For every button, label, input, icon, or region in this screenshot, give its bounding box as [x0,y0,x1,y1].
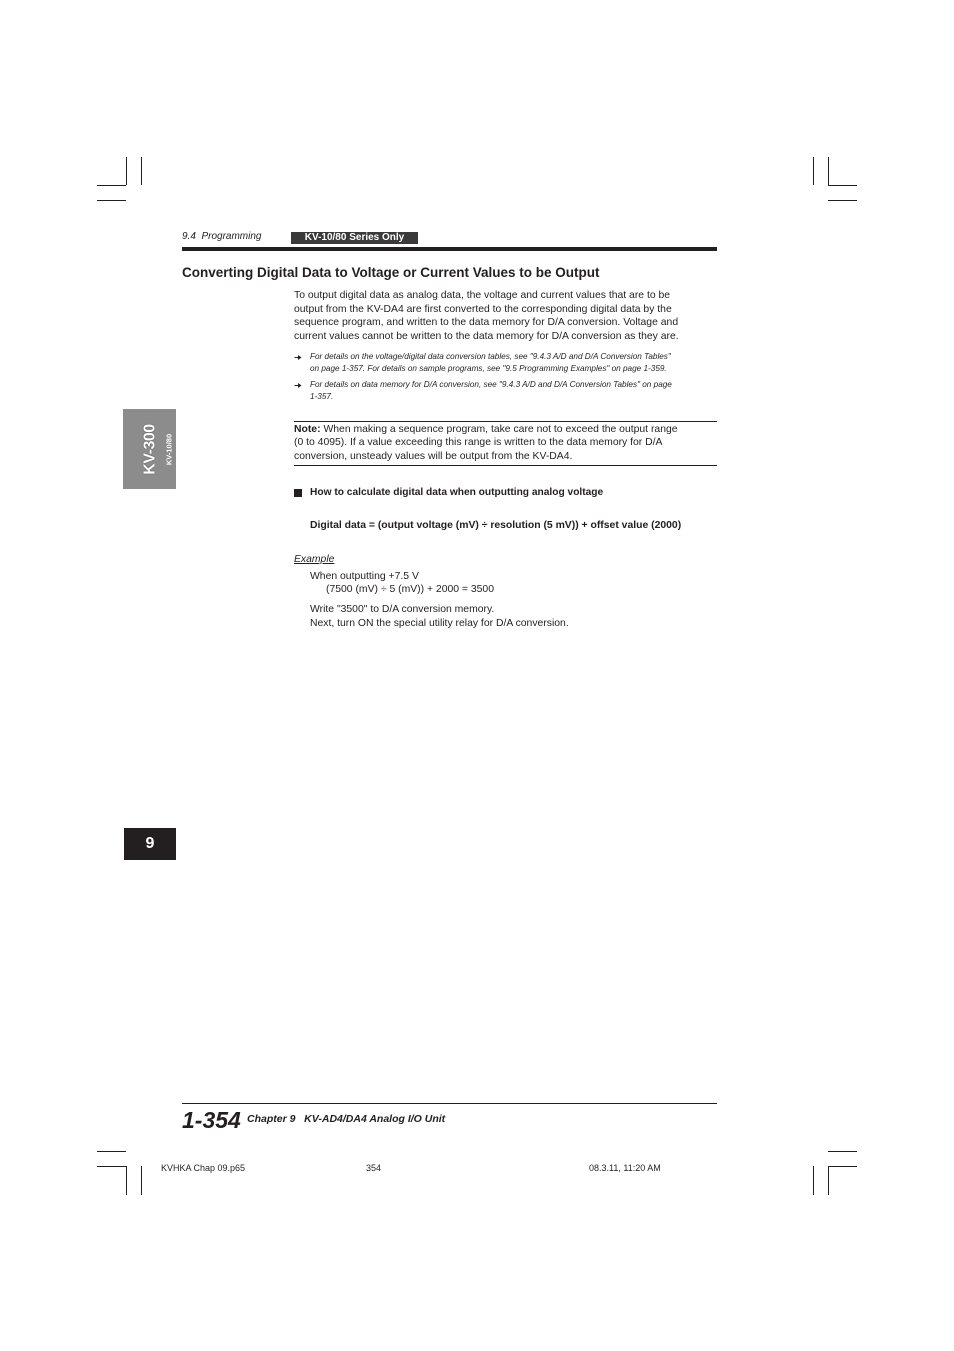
crop-mark [126,1166,127,1195]
side-tab-rotated [123,409,176,489]
crop-mark [828,185,857,186]
reference-arrow-icon [294,382,302,389]
side-tab-model: KV-300 [141,423,158,475]
chapter-tab-number: 9 [145,835,155,852]
crop-mark [828,1151,857,1152]
subsection-title: How to calculate digital data when outputting analog voltage [310,487,604,498]
crop-mark [97,1151,126,1152]
reference-line: For details on the voltage/digital data conversion tables, see "9.4.3 A/D and D/A Conversion Tables" [310,352,671,361]
reference-line: 1-357. [310,392,334,401]
chapter-title: Chapter 9 KV-AD4/DA4 Analog I/O Unit [247,1113,446,1125]
crop-mark [97,185,126,186]
reference-note [310,351,671,375]
slug-page: 354 [366,1163,382,1173]
note-line: (0 to 4095). If a value exceeding this range is written to the data memory for D/A [294,437,663,448]
example-line: (7500 (mV) ÷ 5 (mV)) + 2000 = 3500 [326,584,494,595]
page-heading: Converting Digital Data to Voltage or Current Values to be Output [182,265,600,280]
paragraph-line: sequence program, and written to the data memory for D/A conversion. Voltage and [294,317,679,328]
crop-mark [828,1166,829,1195]
crop-mark [828,157,829,185]
intro-paragraph [294,289,679,343]
reference-line: For details on data memory for D/A conversion, see "9.4.3 A/D and D/A Conversion Tables" on page [310,380,672,389]
reference-note [310,379,672,403]
crop-mark [813,1166,814,1195]
slug-file: KVHKA Chap 09.p65 [161,1163,246,1173]
chapter-tab [124,828,176,860]
paragraph-line: current values cannot be written to the data memory for D/A conversion as they are. [294,330,679,342]
square-bullet-icon [294,489,302,497]
note-line: When making a sequence program, take care not to exceed the output range [320,423,678,435]
formula: Digital data = (output voltage (mV) ÷ resolution (5 mV)) + offset value (2000) [310,520,682,531]
example-line: Write "3500" to D/A conversion memory. [310,604,495,615]
crop-mark [141,157,142,185]
crop-mark [813,157,814,185]
note-label: Note: [294,423,321,435]
reference-line: on page 1-357. For details on sample programs, see "9.5 Programming Examples" on page 1-359. [310,364,667,373]
example-line: Next, turn ON the special utility relay for D/A conversion. [310,618,569,629]
note-box [294,423,678,464]
paragraph-line: To output digital data as analog data, the voltage and current values that are to be [294,290,671,301]
paragraph-line: output from the KV-DA4 are first converted to the corresponding digital data by the [294,303,672,315]
crop-mark [828,200,857,201]
section-label: 9.4 Programming [182,231,262,242]
reference-arrow-icon [294,354,302,361]
crop-mark [828,1166,857,1167]
example-line: When outputting +7.5 V [310,571,419,582]
header-rule [182,247,717,251]
slug-date: 08.3.11, 11:20 AM [589,1163,661,1173]
crop-mark [97,1166,126,1167]
crop-mark [126,157,127,185]
crop-mark [141,1166,142,1195]
note-first-line [294,423,678,437]
series-badge-label: KV-10/80 Series Only [304,232,405,243]
footer-rule [182,1103,717,1104]
note-line: conversion, unsteady values will be output from the KV-DA4. [294,450,573,462]
side-model-tab [123,409,176,489]
example-label: Example [294,554,335,565]
crop-mark [97,200,126,201]
page-number: 1-354 [182,1107,241,1133]
series-badge [291,232,418,244]
note-bottom-rule [294,465,717,466]
side-tab-sub-model: KV-10/80 [163,433,173,465]
